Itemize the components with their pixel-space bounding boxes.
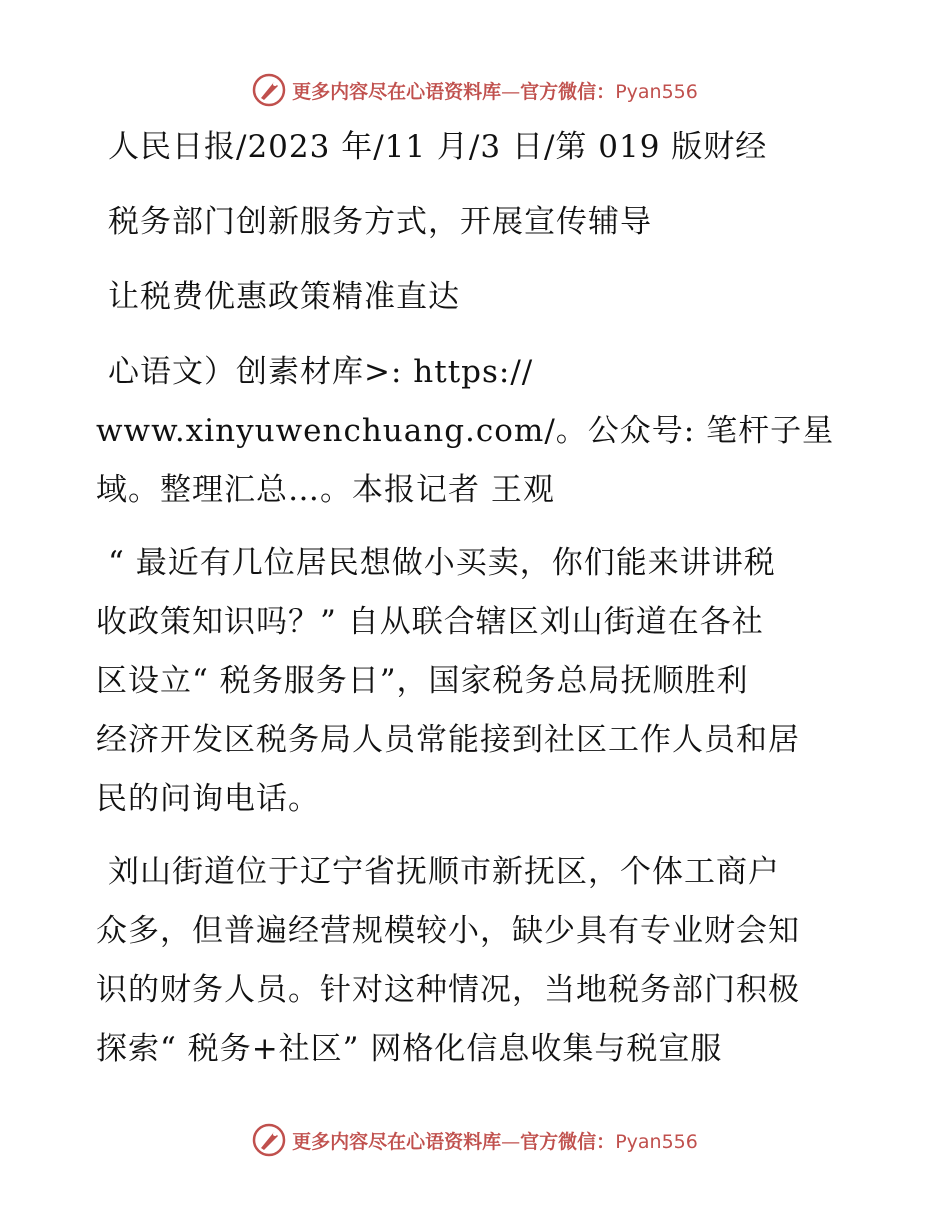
pen-nib-logo-icon xyxy=(252,73,286,107)
paragraph-line: 经济开发区税务局人员常能接到社区工作人员和居 xyxy=(96,722,800,758)
paragraph-line: 收政策知识吗？” 自从联合辖区刘山街道在各社 xyxy=(96,604,764,640)
article-subtitle: 税务部门创新服务方式，开展宣传辅导 xyxy=(108,204,652,240)
source-line: www.xinyuwenchuang.com/。公众号: 笔杆子星 xyxy=(96,413,835,449)
paragraph-line: 探索“ 税务+社区” 网格化信息收集与税宣服 xyxy=(96,1031,723,1067)
dateline: 人民日报/2023 年/11 月/3 日/第 019 版财经 xyxy=(108,129,768,165)
watermark-footer xyxy=(0,1120,950,1160)
watermark-dash: — xyxy=(501,80,521,103)
paragraph-1 xyxy=(96,534,856,829)
watermark-wechat-id: Pyan556 xyxy=(615,1130,698,1153)
paragraph-line: 识的财务人员。针对这种情况，当地税务部门积极 xyxy=(96,972,800,1008)
watermark-label: 官方微信： xyxy=(520,80,616,103)
paragraph-line: 众多，但普遍经营规模较小，缺少具有专业财会知 xyxy=(96,913,800,949)
paragraph-line: 民的问询电话。 xyxy=(96,781,320,817)
document-body xyxy=(96,118,856,1079)
source-line: 心语文）创素材库>: https:// xyxy=(108,354,534,390)
paragraph-2 xyxy=(96,843,856,1079)
watermark-wechat-id: Pyan556 xyxy=(615,80,698,103)
paragraph-line: 刘山街道位于辽宁省抚顺市新抚区，个体工商户 xyxy=(108,854,780,890)
watermark-dash: — xyxy=(501,1130,521,1153)
watermark-label: 官方微信： xyxy=(520,1130,616,1153)
pen-nib-logo-icon xyxy=(252,1123,286,1157)
watermark-site: 更多内容尽在心语资料库 xyxy=(292,1130,502,1153)
article-title: 让税费优惠政策精准直达 xyxy=(108,279,460,315)
watermark-site: 更多内容尽在心语资料库 xyxy=(292,80,502,103)
paragraph-line: “ 最近有几位居民想做小买卖，你们能来讲讲税 xyxy=(108,545,776,581)
watermark-header xyxy=(0,70,950,110)
source-line: 域。整理汇总…。本报记者 王观 xyxy=(96,472,555,508)
paragraph-line: 区设立“ 税务服务日”，国家税务总局抚顺胜利 xyxy=(96,663,749,699)
watermark-text xyxy=(292,1127,698,1154)
watermark-text xyxy=(292,77,698,104)
